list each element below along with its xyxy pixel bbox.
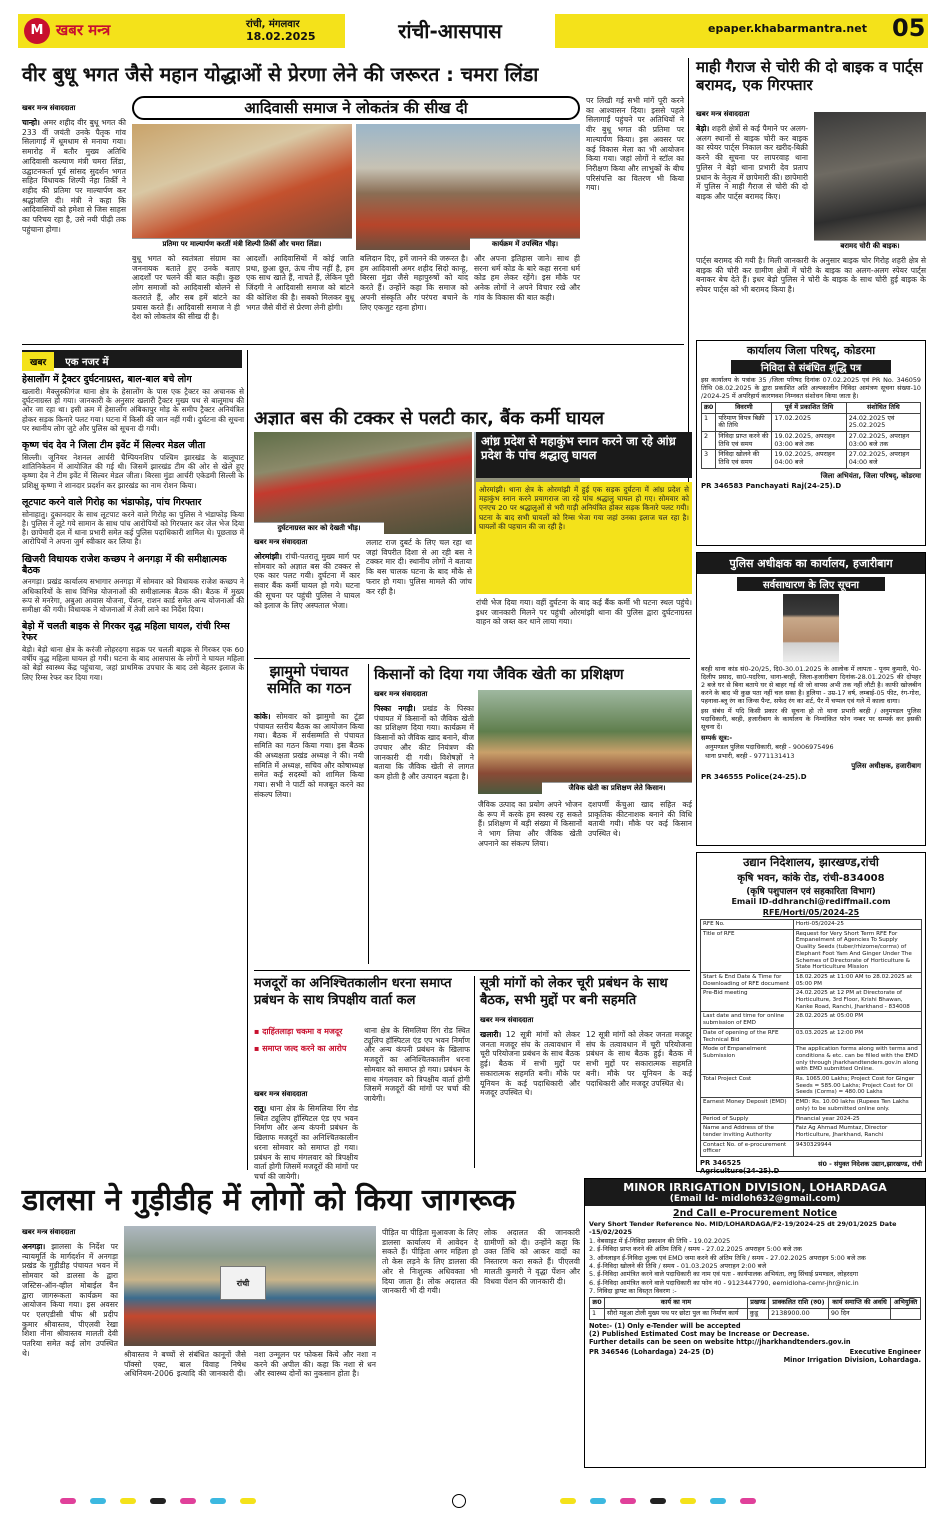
accident-photo	[254, 432, 472, 534]
lead-photo2-caption: कार्यक्रम में उपस्थित भीड़।	[470, 238, 580, 250]
table-row	[701, 920, 922, 930]
dateline: कांके।	[254, 712, 271, 721]
dalsa-banner	[220, 1266, 266, 1300]
minor-ad-item: 2. ई-निविदा प्राप्त करने की अंतिम तिथि / समय - 27.02.2025 अपराहन 5:00 बजे तक	[589, 1245, 802, 1254]
lead-body-col3: आदर्शों। आदिवासियों में कोई जाति प्रथा, छुआ छूत, ऊंच नीच नहीं है, हम एक साथ खाते हैं, नाचते हैं, लेकिन पूरी जिंदगी ने आदिवासी समाज को बांटने की कोशिश की है। सबको मिलकर बुधू भगत जैसे वीरों से प्रेरणा लेनी होगी।	[246, 254, 354, 312]
table-row	[701, 1075, 922, 1098]
minor-ad-pr: PR 346546 (Lohardaga) 24-25 (D)	[589, 1347, 714, 1356]
brief-headline: खिजरी विधायक राजेश कच्छप ने अनगड़ा में की समीक्षात्मक बैठक	[22, 553, 227, 576]
bike-theft-text: शहरी क्षेत्रों से कई पैमाने पर अलग-अलग स्थानों से बाइक चोरी कर बाइक का स्पेयर पार्ट्स निकाल कर खरीद-बिक्री करने की सूचना पर लापरवाह थाना पुलिस ने बेड़ो थाना प्रभारी देव प्रताप प्रधान के नेतृत्व में छापेमारी की। छापेमारी में पुलिस ने माही गैराज से चोरी की दो बाइक और पार्ट्स बरामद किए।	[696, 124, 809, 202]
dalsa-body-col1	[22, 1242, 118, 1464]
lead-headline: वीर बुधू भगत जैसे महान योद्धाओं से प्रेरणा लेने की जरूरत : चमरा लिंडा	[22, 63, 539, 86]
page-number: 05	[892, 14, 926, 42]
parishad-ad-pr: PR 346583 Panchayati Raj(24-25).D	[701, 481, 842, 490]
mazdoor-byline: खबर मन्त्र संवाददाता	[254, 1090, 308, 1098]
accident-body-col3: रांची भेज दिया गया। वहीं दुर्घटना के बाद कई बैंक कर्मी भी घटना स्थल पहुंचे। इधर जानकारी मिलने पर पहुंची ओरमांझी थाना की पुलिस द्वारा दुर्घटनाग्रस्त वाहन को जब्त कर थाने लाया गया।	[476, 598, 692, 627]
accident-byline: खबर मन्त्र संवाददाता	[254, 538, 308, 546]
cyan-mark	[210, 1498, 226, 1504]
table-row	[701, 989, 922, 1012]
table-cell: Title of RFE	[701, 929, 794, 972]
minor-ad-title: MINOR IRRIGATION DIVISION, LOHARDAGA	[585, 1179, 925, 1194]
briefs-tag: खबर	[22, 352, 54, 371]
black-mark	[150, 1498, 166, 1504]
column-rule	[368, 664, 369, 964]
divider	[22, 344, 684, 345]
dateline: अनगड़ा।	[22, 1242, 46, 1251]
police-notice-ad	[696, 552, 926, 846]
brief-headline: कृष्ण चंद देव ने जिला टीम इवेंट में सिल्वर मेडल जीता	[22, 440, 206, 452]
table-cell: 1	[590, 1308, 605, 1319]
cyan-mark	[710, 1498, 726, 1504]
lead-subhead-text: आदिवासी समाज ने लोकतंत्र की सीख दी	[244, 99, 468, 117]
magenta-mark	[180, 1498, 196, 1504]
jhamumo-text: सोमवार को झामुमो का टूंडा पंचायत स्तरीय बैठक का आयोजन किया गया। बैठक में सर्वसम्मति से पंचायत समिति का गठन किया गया। इस बैठक की अध्यक्षता प्रखंड अध्यक्ष ने की। नयी समिति में अध्यक्ष, सचिव और कोषाध्यक्ष समेत कई सदस्यों को शामिल किया गया। सभी ने पार्टी को मजबूत करने का संकल्प लिया।	[254, 712, 364, 799]
registration-crosshair-icon	[452, 1494, 466, 1508]
dalsa-body-col3: पीड़ित या पीड़िता मुआवजा के लिए डालसा कार्यालय में आवेदन दे सकते हैं। पीड़िता अगर महिला हो तो केस लड़ने के लिए डालसा की ओर से निःशुल्क अधिवक्ता भी दिया जाता है। लोक अदालत की जानकारी भी दी गयी।	[382, 1228, 478, 1296]
table-cell: Last date and time for online submission of EMD	[701, 1012, 794, 1028]
brief-headline: बेड़ो में चलती बाइक से गिरकर वृद्ध महिला घायल, रांची रिम्स रेफर	[22, 621, 230, 644]
horti-ad-rfe: RFE/Horti/05/2024-25	[762, 908, 860, 917]
dalsa-photo	[124, 1226, 376, 1346]
table-cell: Financial year 2024-25	[793, 1114, 921, 1124]
divider	[254, 970, 690, 971]
table-cell: Total Project Cost	[701, 1075, 794, 1098]
lead-body-col4: बलिदान दिए, हमें जानने की जरूरत है। हम आदिवासी अमर शहीद सिदो कान्हू, बिरसा मुंडा जैसे महापुरुषों को याद करते हैं। उन्होंने कहा कि समाज को अपनी संस्कृति और परंपरा बचाने के लिए एकजुट रहना होगा।	[360, 254, 468, 312]
brief-body: बेड़ो। बेड़ो थाना क्षेत्र के करंजी लोहरदगा सड़क पर चलती बाइक से गिरकर एक 60 वर्षीय वृद्ध महिला घायल हो गयी। घटना के बाद आसपास के लोगों ने घायल महिला को बेड़ो स्वास्थ्य केंद्र पहुंचाया, जहां प्राथमिक उपचार के बाद उसे बेहतर इलाज के लिए रिम्स रेफर कर दिया गया।	[22, 644, 244, 682]
table-cell: 3	[702, 450, 716, 468]
print-color-marks-right	[560, 1498, 860, 1506]
table-header: कार्य समाप्ति की अवधि	[828, 1298, 890, 1309]
minor-ad-signoff1: Executive Engineer	[849, 1347, 921, 1356]
parishad-ad-subtitle: निविदा से संबंधित शुद्धि पत्र	[731, 360, 891, 374]
parishad-ad-title: कार्यालय जिला परिषद्, कोडरमा	[746, 344, 876, 357]
table-cell: 2	[702, 432, 716, 450]
minor-ad-item: 3. ऑनलाइन ई-निविदा शुल्क एवं EMD जमा करने की अंतिम तिथि / समय - 27.02.2025 अपराहन 5:00 बजे तक	[589, 1253, 866, 1262]
police-ad-body: बरही थाना कांड सं0-20/25, दि0-30.01.2025 के आलोक में लापता - पूनम कुमारी, पे0-दिलीप प्रसाद, सा0-पदरिया, थाना-बरही, जिला-हजारीबाग दिनांक-28.01.2025 की दोपहर 2 बजे घर से बिना बताये घर से बाहर गई थी जो वापस अभी तक नहीं लौटी है। काफी खोजबीन करने के बाद भी कुछ पता नहीं चल सका है। हुलिया - उम्र-17 वर्ष, लम्बाई-05 फीट, रंग-गोरा, पहनावा-ब्लू रंग का जिन्स पैन्ट, सफेद रंग का शर्ट, पैर में चप्पल एवं गले में काला धागा।	[701, 665, 921, 705]
minor-ad-item: 1. वेबसाइट में ई-निविदा प्रकाशन की तिथि - 19.02.2025	[589, 1237, 731, 1245]
briefs-title: एक नजर में	[65, 357, 109, 368]
minor-ad-item: 5. ई-निविदा आमंत्रित करने वाले पदाधिकारी का नाम एवं पता - कार्यपालक अभियंता, लघु सिंचाई प्रमण्डल, लोहरदगा	[589, 1270, 859, 1279]
horti-ad-pr: PR 346525 Agriculture(24-25).D	[700, 1159, 780, 1176]
brief-item	[22, 555, 244, 615]
dalsa-body-col4: लोक अदालत की जानकारी ग्रामीणों को दी। उन्होंने कहा कि उक्त तिथि को आकर वादों का निस्तारण करा सकते हैं। पीएलवी मालती कुमारी ने वृद्धा पेंशन और विधवा पेंशन की जानकारी दी।	[484, 1228, 580, 1286]
table-row	[702, 432, 921, 450]
dateline: ओरमांझी।	[254, 552, 282, 561]
minor-ad-note2: (2) Published Estimated Cost may be Increase or Decrease.	[589, 1329, 810, 1338]
table-cell: 2138900.00	[769, 1308, 829, 1319]
briefs-list	[22, 372, 244, 1172]
lead-body-col6: पर लिखी गई सभी मांगें पूरी करने का आश्वासन दिया। इससे पहले सिलागाईं पहुंचने पर अतिथियों ने वीर बुधू भगत की प्रतिमा पर माल्यार्पण किया। इस अवसर पर कई विकास मेला का भी आयोजन किया गया। जहां लोगों ने स्टॉल का निरीक्षण किया और लाभुकों के बीच परिसंपत्ति का वितरण भी किया गया।	[586, 96, 684, 193]
table-cell: Faiz Ag Ahmad Mumtaz, Director Horticulture, Jharkhand, Ranchi	[793, 1124, 921, 1140]
bike-theft-photo	[814, 112, 926, 252]
mazdoor-body-col2: थाना क्षेत्र के सिमलिया रिंग रोड स्थित ट्यूलिप हॉस्पिटल एंड एप भवन निर्माण और अन्य कंपनी प्रबंधन के खिलाफ मजदूरों का अनिश्चितकालीन धरना सोमवार को समाप्त हो गया। प्रबंधन के साथ मंगलवार को त्रिपक्षीय वार्ता होगी जिसमें मजदूरों की मांगों पर चर्चा की जायेगी।	[364, 1026, 470, 1104]
brief-item	[22, 498, 244, 547]
brand-name: खबर मन्त्र	[56, 21, 111, 39]
table-row	[702, 413, 921, 431]
table-cell: 27.02.2025, अपराहन 03:00 बजे तक	[846, 432, 920, 450]
cyan-mark	[90, 1498, 106, 1504]
table-cell: EMD: Rs. 10.00 lakhs (Rupees Ten Lakhs only) to be submitted online only.	[793, 1098, 921, 1114]
table-cell: Request for Very Short Term RFE For Empanelment of Agencies To Supply Quality Seeds (tuber/rhizome/corms) of Elephant Foot Yam And Ginger Under The Schemes of Directorate of Horticulture & State Horticulture Mission	[793, 929, 921, 972]
table-cell: 19.02.2025, अपराहन 03:00 बजे तक	[772, 432, 846, 450]
parishad-tender-ad	[696, 340, 926, 546]
table-cell: Name and Address of the tender inviting Authority	[701, 1124, 794, 1140]
minor-ad-item: 4. ई-निविदा खोलने की तिथि / समय - 01.03.2025 अपराहन 2:00 बजे	[589, 1261, 767, 1270]
brief-body: खलारी। मैक्लुस्कीगंज थाना क्षेत्र के हेसालोंग के पास एक ट्रैक्टर का अचानक से दुर्घटनाग्रस्त हो गया। जानकारी के अनुसार खलारी ट्रैक्टर मुख्य पथ से बालूमाथ की ओर जा रहा था। इसी क्रम में हेसालोंग अंबिकापुर मोड़ के समीप ट्रैक्टर अनियंत्रित होकर सड़क किनारे पलट गया। घटना में किसी की जान नहीं गयी। दुर्घटना की सूचना पर स्थानीय लोग जुटे और पुलिस को सूचना दी गयी।	[22, 386, 244, 433]
police-ad-body2: इस संबंध में यदि किसी प्रकार की सूचना हो तो थाना प्रभारी बरही / अनुमण्डल पुलिस पदाधिकारी, बरही, हजारीबाग के कार्यालय के निम्नांकित फोन नम्बर पर सम्पर्क कर इसकी सूचना दें।	[701, 707, 921, 731]
table-cell: 9430329944	[793, 1140, 921, 1156]
yellow-mark	[240, 1498, 256, 1504]
table-cell: Start & End Date & Time for Downloading of RFE document	[701, 972, 794, 988]
horti-ad-title: उद्यान निदेशालय, झारखण्ड,रांची	[743, 855, 879, 869]
missing-person-photo	[783, 594, 839, 662]
minor-ad-notice: 2nd Call e-Procurement Notice	[672, 1208, 838, 1219]
table-cell: 18.02.2025 at 11:00 AM to 28.02.2025 at 05:00 PM	[793, 972, 921, 988]
dateline: चान्हो।	[22, 118, 40, 127]
lead-byline: खबर मन्त्र संवाददाता	[22, 104, 76, 112]
minor-ad-ref: Very Short Tender Reference No. MID/LOHARDAGA/F2-19/2024-25 dt 29/01/2025 Date -15/02/2025	[589, 1220, 897, 1236]
section-title: रांची-आसपास	[398, 19, 502, 43]
table-cell: Contact No. of e-procurement officer	[701, 1140, 794, 1156]
horti-ad-sub2: (कृषि पशुपालन एवं सहकारिता विभाग)	[746, 887, 876, 897]
table-cell: Date of opening of the RFE Technical Bid	[701, 1028, 794, 1044]
accident-headline: अज्ञात बस की टक्कर से पलटी कार, बैंक कर्मी घायल	[254, 408, 604, 429]
table-cell: परिमाण विपत्र बिक्री की तिथि	[716, 413, 772, 431]
bike-photo-caption: बरामद चोरी की बाइक।	[814, 240, 926, 252]
table-header: प्रखण्ड	[747, 1298, 768, 1309]
table-cell: निविदा प्राप्त करने की तिथि एवं समय	[716, 432, 772, 450]
accident-photo-caption: दुर्घटनाग्रस्त कार को देखती भीड़।	[254, 522, 384, 534]
minor-ad-email: (Email Id- midloh632@gmail.com)	[585, 1194, 925, 1206]
print-color-marks-left	[60, 1498, 360, 1506]
brief-body: सिल्ली। जूनियर नेशनल आर्चरी चैम्पियनशिप पश्चिम झारखंड के बालूघाट शांतिनिकेतन में आयोजित की गई थी। जिसमें झारखंड टीम की ओर से खेले हुए कृष्णा देव ने टीम इवेंट में सिल्वर मेडल जीता। बिरसा मुंडा आर्चरी एकेडमी सिल्ली के प्रशिक्षु कृष्णा ने शानदार प्रदर्शन कर झारखंड का नाम रोशन किया।	[22, 452, 244, 490]
brief-headline: हेसालोंग में ट्रैक्टर दुर्घटनाग्रस्त, बाल-बाल बचे लोग	[22, 374, 192, 385]
minor-ad-item: 7. निविदा ड्राफ्ट का विस्तृत विवरण :-	[589, 1286, 677, 1295]
dateline: रातू।	[254, 1104, 267, 1113]
jaivik-body-col3: दशपर्णी केंचुआ खाद सहित कई प्राकृतिक कीटनाशक बनाने की विधि बतायी गयी। मौके पर कई किसान उपस्थित थे।	[588, 800, 692, 839]
minor-ad-signoff2: Minor Irrigation Division, Lohardaga.	[783, 1355, 921, 1364]
lead-subhead	[132, 96, 580, 120]
table-cell: 24.02.2025 at 12 PM at Directorate of Horticulture, 3rd Floor, Krishi Bhawan, Kanke Road, Ranchi, Jharkhand - 834008	[793, 989, 921, 1012]
andhra-headline: आंध्र प्रदेश से महाकुंभ स्नान करने जा रहे आंध्र प्रदेश के पांच श्रद्धालु घायल	[481, 434, 676, 462]
table-cell: Horti-05/2024-25	[793, 920, 921, 930]
horti-ad-sub1: कृषि भवन, कांके रोड, रांची-834008	[737, 873, 885, 884]
police-ad-pr: PR 346555 Police(24-25).D	[701, 773, 807, 781]
table-cell: 27.02.2025, अपराहन 04:00 बजे	[846, 450, 920, 468]
parishad-ad-signoff: जिला अभियंता, जिला परिषद्, कोडरमा	[820, 471, 921, 480]
lead-photo-crowd	[356, 124, 580, 250]
mazdoor-bullets	[254, 1026, 358, 1054]
table-header: क्र0	[702, 403, 716, 414]
table-row	[701, 1012, 922, 1028]
jaivik-headline: किसानों को दिया गया जैविक खेती का प्रशिक्षण	[374, 667, 624, 683]
horticulture-rfe-ad	[696, 852, 926, 1176]
table-row	[701, 929, 922, 972]
sutri-text: 12 सूत्री मांगों को लेकर जनता मजदूर संघ के तत्वावधान में चूरी परियोजना प्रबंधन के साथ बैठक हुई। बैठक में सभी मुद्दों पर सकारात्मक सहमति बनी। मौके पर यूनियन के कई पदाधिकारी और मजदूर उपस्थित थे।	[480, 1030, 580, 1098]
dateline: पिस्का नगड़ी।	[374, 704, 416, 713]
jhamumo-body	[254, 712, 364, 968]
table-header: संशोधित तिथि	[846, 403, 920, 414]
table-cell	[891, 1308, 921, 1319]
minor-ad-table	[589, 1297, 921, 1319]
brief-body: सोनाहातु। दुकानदार के साथ लूटपाट करने वाले गिरोह का पुलिस ने भंडाफोड़ किया है। पुलिस ने लूटे गये सामान के साथ पांच आरोपियों को गिरफ्तार कर जेल भेज दिया है। छापेमारी दल में थाना प्रभारी समेत कई पुलिस पदाधिकारी शामिल थे। पूछताछ में आरोपियों ने अपना जुर्म स्वीकार कर लिया है।	[22, 509, 244, 547]
police-ad-contact1: अनुमण्डल पुलिस पदाधिकारी, बरही - 9006975496	[705, 743, 834, 751]
table-row	[701, 972, 922, 988]
minor-ad-item: 6. ई-निविदा आमंत्रित करने वाले पदाधिकारी का फोन नं0 - 9123447790, eemidloha-cemr-jhr@nic.in	[589, 1278, 859, 1287]
accident-text: रांची-पतरातू मुख्य मार्ग पर सोमवार को अज्ञात बस की टक्कर से एक कार पलट गयी। दुर्घटना में कार सवार बैंक कर्मी घायल हो गये। घटना की सूचना पर पहुंची पुलिस ने घायल को इलाज के लिए अस्पताल भेजा।	[254, 552, 360, 610]
yellow-mark	[560, 1498, 576, 1504]
yellow-mark	[120, 1498, 136, 1504]
table-cell: Period of Supply	[701, 1114, 794, 1124]
dalsa-byline: खबर मन्त्र संवाददाता	[22, 1228, 76, 1236]
table-cell: Earnest Money Deposit (EMD)	[701, 1098, 794, 1114]
table-row	[701, 1114, 922, 1124]
table-cell: 24.02.2025 एवं 25.02.2025	[846, 413, 920, 431]
brief-body: अनगड़ा। प्रखंड कार्यालय सभागार अनगड़ा में सोमवार को विधायक राजेश कच्छप ने अधिकारियों के साथ विभिन्न योजनाओं की समीक्षात्मक बैठक की। बैठक में मुख्य रूप से मनरेगा, अबुआ आवास योजना, पेंशन, राशन कार्ड समेत अन्य योजनाओं की समीक्षा की गयी। विधायक ने योजनाओं में तेजी लाने का निर्देश दिया।	[22, 577, 244, 615]
table-cell: 19.02.2025, अपराहन 04:00 बजे	[772, 450, 846, 468]
horti-ad-signoff: सं0 - संयुक्त निदेशक उद्यान,झारखण्ड, रांची	[818, 1160, 922, 1169]
parishad-ad-table	[701, 402, 921, 469]
magenta-mark	[60, 1498, 76, 1504]
sutri-body-col1	[480, 1030, 580, 1168]
table-row	[590, 1308, 921, 1319]
horti-ad-table	[700, 919, 922, 1157]
bullet-text: दाहिंतलाड़ा चकमा व मजदूर	[262, 1027, 343, 1036]
lead-body-col1	[22, 118, 126, 340]
table-cell: RFE No.	[701, 920, 794, 930]
table-header: अभियुक्ति	[891, 1298, 921, 1309]
brief-headline: लूटपाट करने वाले गिरोह का भंडाफोड़, पांच गिरफ्तार	[22, 496, 202, 508]
table-row	[701, 1028, 922, 1044]
column-rule	[247, 350, 248, 1170]
minor-ad-items	[585, 1237, 925, 1295]
table-cell: 03.03.2025 at 12:00 PM	[793, 1028, 921, 1044]
brief-item	[22, 622, 244, 682]
lead-photo-minister	[132, 124, 352, 250]
lead-body-col5: और अपना इतिहास जाने। साथ ही सरना धर्म कोड के बारे कहा सरना धर्म कोड हम लेकर रहेंगे। इस मौके पर अनेक लोगों ने अपने विचार रखे और गांव के विकास की बात कही।	[474, 254, 580, 302]
accident-body-col2: ललाट राज दुबर्ट के लिए चल रहा था जहां विपरीत दिशा से आ रही बस ने टक्कर मार दी। स्थानीय लोगों ने बताया कि बस चालक घटना के बाद मौके से फरार हो गया। पुलिस मामले की जांच कर रही है।	[366, 538, 472, 596]
mazdoor-headline: मजदूरों का अनिश्चितकालीन धरना समाप्त प्रबंधन के साथ त्रिपक्षीय वार्ता कल	[254, 976, 452, 1008]
dalsa-headline: डालसा ने गुड़ीडीह में लोगों को किया जागरूक	[22, 1183, 516, 1218]
lead-photo1-caption: प्रतिमा पर माल्यार्पण करतीं मंत्री शिल्पी तिर्की और चमरा लिंडा।	[132, 238, 352, 250]
minor-irrigation-ad	[584, 1178, 926, 1468]
horti-ad-email: Email ID-ddhranchi@rediffmail.com	[731, 897, 891, 906]
table-header: पूर्व में प्रकाशित तिथि	[772, 403, 846, 414]
mazdoor-body	[254, 1104, 358, 1182]
column-rule	[474, 976, 475, 1168]
bike-theft-headline: माही गैराज से चोरी की दो बाइक व पार्ट्स बरामद, एक गिरफ्तार	[696, 58, 923, 94]
epaper-url[interactable]: epaper.khabarmantra.net	[708, 22, 867, 35]
police-ad-signoff: पुलिस अधीक्षक, हजारीबाग	[851, 762, 921, 770]
jhamumo-headline: झामुमो पंचायत समिति का गठन	[267, 664, 351, 698]
table-row	[701, 1098, 922, 1114]
bike-theft-byline: खबर मन्त्र संवाददाता	[696, 110, 750, 118]
police-ad-title: पुलिस अधीक्षक का कार्यालय, हजारीबाग	[697, 553, 925, 574]
jaivik-photo	[478, 690, 692, 794]
yellow-mark	[680, 1498, 696, 1504]
table-header: कार्य का नाम	[605, 1298, 748, 1309]
dalsa-body-col2: श्रीवास्तव ने बच्चों से संबंधित कानूनों जैसे पॉक्सो एक्ट, बाल विवाह निषेध अधिनियम-2006 इत्यादि की जानकारी दी। नशा उन्मूलन पर फोकस किये और नशा न करने की अपील की। कहा कि नशा से धन और स्वास्थ्य दोनों का नुकसान होता है।	[124, 1350, 376, 1379]
jaivik-body-col1	[374, 704, 474, 964]
table-row	[702, 450, 921, 468]
jaivik-photo-caption: जैविक खेती का प्रशिक्षण लेते किसान।	[542, 782, 692, 794]
table-header: क्र0	[590, 1298, 605, 1309]
brief-item	[22, 375, 244, 433]
table-row	[701, 1045, 922, 1075]
parishad-ad-body: इस कार्यालय के पत्रांक 35 /जिला परिषद दिनांक 07.02.2025 एवं PR No. 346059 तिथि 08.02.2025 के द्वारा प्रकाशित अति अल्पकालीन निविदा आमंत्रण सूचना संख्या-10 /2024-25 में अपरिहार्य कारणवश निम्नवत संशोधन किया जाता है।	[701, 376, 921, 400]
divider	[254, 658, 690, 659]
police-ad-subtitle: सर्वसाधारण के लिए सूचना	[737, 577, 885, 591]
table-header: विवरणी	[716, 403, 772, 414]
table-cell: Mode of Empanelment Submission	[701, 1045, 794, 1075]
andhra-body: ओरमांझी। थाना क्षेत्र के ओरमांझी में हुई एक सड़क दुर्घटना में आंध्र प्रदेश से महाकुंभ स्नान करने प्रयागराज जा रहे पांच श्रद्धालु घायल हो गए। सोमवार को एनएच 20 पर श्रद्धालुओं से भरी गाड़ी अनियंत्रित होकर सड़क किनारे पलट गयी। घटना के बाद सभी घायलों को रिम्स भेजा गया जहां उनका इलाज चल रहा है। घायलों की पहचान की जा रही है।	[476, 482, 692, 594]
jaivik-byline: खबर मन्त्र संवाददाता	[374, 690, 428, 698]
table-header: प्राक्कलित राशि (रु0)	[769, 1298, 829, 1309]
brand-logo-icon: M	[24, 18, 50, 44]
table-cell: 28.02.2025 at 05:00 PM	[793, 1012, 921, 1028]
bike-theft-body2: पार्ट्स बरामद की गयी है। मिली जानकारी के अनुसार बाइक चोर गिरोह शहरी क्षेत्र से बाइक की चोरी कर ग्रामीण क्षेत्रों में चोरी के बाइक का अलग-अलग स्पेयर पार्ट्स बनाकर बेच देते हैं। इधर बेड़ो पुलिस ने चोरी के बाइक के साथ चोरी हुई बाइक के स्पेयर पार्ट्स को भी बरामद किया है।	[696, 256, 926, 295]
table-cell: सौरो महुआ टोली मुख्य पथ पर छोटा पुल का निर्माण कार्य	[605, 1308, 748, 1319]
bike-theft-body	[696, 124, 808, 252]
table-cell: कुडू	[747, 1308, 768, 1319]
minor-ad-note1: Note:- (1) Only e-Tender will be accepted	[589, 1321, 741, 1330]
table-cell: निविदा खोलने की तिथि एवं समय	[716, 450, 772, 468]
table-cell: Pre-Bid meeting	[701, 989, 794, 1012]
bullet-text: समाप्त जल्द करने का आरोप	[262, 1044, 347, 1053]
sutri-body-col2: 12 सूत्री मांगों को लेकर जनता मजदूर संघ के तत्वावधान में चूरी परियोजना प्रबंधन के साथ बैठक हुई। बैठक में सभी मुद्दों पर सकारात्मक सहमति बनी। मौके पर यूनियन के कई पदाधिकारी और मजदूर उपस्थित थे।	[586, 1030, 692, 1088]
cyan-mark	[590, 1498, 606, 1504]
table-cell: The application forms along with terms and conditions & etc. can be filled with the EMD only through jharkhandtenders.gov.in along with EMD submitted Online.	[793, 1045, 921, 1075]
table-row	[701, 1124, 922, 1140]
briefs-header	[22, 350, 242, 368]
masthead-city-day: रांची, मंगलवार	[246, 19, 300, 30]
magenta-mark	[740, 1498, 756, 1504]
dateline: बेड़ो।	[696, 124, 710, 133]
brief-item	[22, 441, 244, 490]
table-cell: 1	[702, 413, 716, 431]
jaivik-body-col2: जैविक उत्पाद का प्रयोग अपने भोजन के रूप में करके हम स्वस्थ रह सकते हैं। प्रशिक्षण में बड़ी संख्या में किसानों ने भाग लिया और जैविक खेती अपनाने का संकल्प लिया।	[478, 800, 582, 848]
magenta-mark	[620, 1498, 636, 1504]
sutri-headline: सूत्री मांगों को लेकर चूरी प्रबंधन के साथ बैठक, सभी मुद्दों पर बनी सहमति	[480, 976, 668, 1008]
police-ad-contact-label: सम्पर्क सूत्र:-	[701, 734, 733, 742]
table-cell: Rs. 1065.00 Lakhs; Project Cost for Ginger Seeds = 585.00 Lakhs; Project Cost for Ol Seeds (Corms) = 480.00 Lakhs	[793, 1075, 921, 1098]
mazdoor-bullet: ▪ समाप्त जल्द करने का आरोप	[254, 1044, 347, 1053]
lead-body-col2: बुधू भगत को स्वतंत्रता संग्राम का जननायक बताते हुए उनके बताए आदर्शों पर चलने की बात कही। कुछ लोग समाजों को आदिवासी बोलने से कतराते हैं, और सब हमें बांटने का प्रयास करते हैं। आदिवासी समाज ने ही देश को लोकतंत्र की सीख दी है।	[132, 254, 240, 322]
jaivik-text: प्रखंड के पिस्का पंचायत में किसानों को जैविक खेती का प्रशिक्षण दिया गया। कार्यक्रम में किसानों को जैविक खाद बनाने, बीज उपचार और कीट नियंत्रण की जानकारी दी गयी। विशेषज्ञों ने बताया कि जैविक खेती से लागत कम होती है और उत्पादन बढ़ता है।	[374, 704, 474, 782]
table-cell: 17.02.2025	[772, 413, 846, 431]
mazdoor-bullet: ▪ दाहिंतलाड़ा चकमा व मजदूर	[254, 1027, 343, 1036]
masthead-date: 18.02.2025	[246, 30, 316, 43]
police-ad-contact2: थाना प्रभारी, बरही - 9771131413	[705, 752, 795, 760]
dalsa-text: झालसा के निर्देश पर न्यायमूर्ति के मार्गदर्शन में अनगड़ा प्रखंड के गुड़ीडीह पंचायत भवन में सोमवार को डालसा के द्वारा जस्टिस-ऑन-व्हील मोबाईल वैन द्वारा जागरूकता कार्यक्रम का आयोजन किया गया। इस अवसर पर एलएडीसी चीफ श्री प्रदीप कुमार श्रीवास्तव, पीएलवी रेखा शिशा नीना श्रीवास्तव मालती देवी पतरिया समेत कई लोग उपस्थित थे।	[22, 1242, 119, 1358]
accident-body-col1	[254, 552, 360, 652]
table-cell: 90 दिन	[828, 1308, 890, 1319]
minor-ad-note3: Further details can be seen on website http://jharkhandtenders.gov.in	[589, 1337, 851, 1346]
table-row	[701, 1140, 922, 1156]
mazdoor-text: थाना क्षेत्र के सिमलिया रिंग रोड स्थित ट्यूलिप हॉस्पिटल एंड एप भवन निर्माण और अन्य कंपनी प्रबंधन के खिलाफ मजदूरों का अनिश्चितकालीन धरना सोमवार को समाप्त हो गया। प्रबंधन के साथ मंगलवार को त्रिपक्षीय वार्ता होगी जिसमें मजदूरों की मांगों पर चर्चा की जायेगी।	[254, 1104, 358, 1182]
lead-body-text: अमर शहीद वीर बुधू भगत की 233 वीं जयंती उनके पैतृक गांव सिलागाईं में धूमधाम से मनाया गया। समारोह में बतौर मुख्य अतिथि आदिवासी कल्याण मंत्री चमरा लिंडा, उद्घाटनकर्ता पूर्व सांसद सुदर्शन भगत सहित विधायक शिल्पी नेहा तिर्की ने शहीद की प्रतिमा पर माल्यार्पण कर श्रद्धांजलि दी। मंत्री ने कहा कि आदिवासियों को हमेशा से जिस साहस का परिचय रहा है, उसे नयी पीढ़ी तक पहुंचाना होगा।	[22, 118, 126, 234]
black-mark	[650, 1498, 666, 1504]
sutri-byline: खबर मन्त्र संवाददाता	[480, 1016, 534, 1024]
dateline: खलारी।	[480, 1030, 502, 1039]
dalsa-banner-text: रांची	[236, 1279, 250, 1288]
andhra-headline-bar	[476, 432, 692, 478]
